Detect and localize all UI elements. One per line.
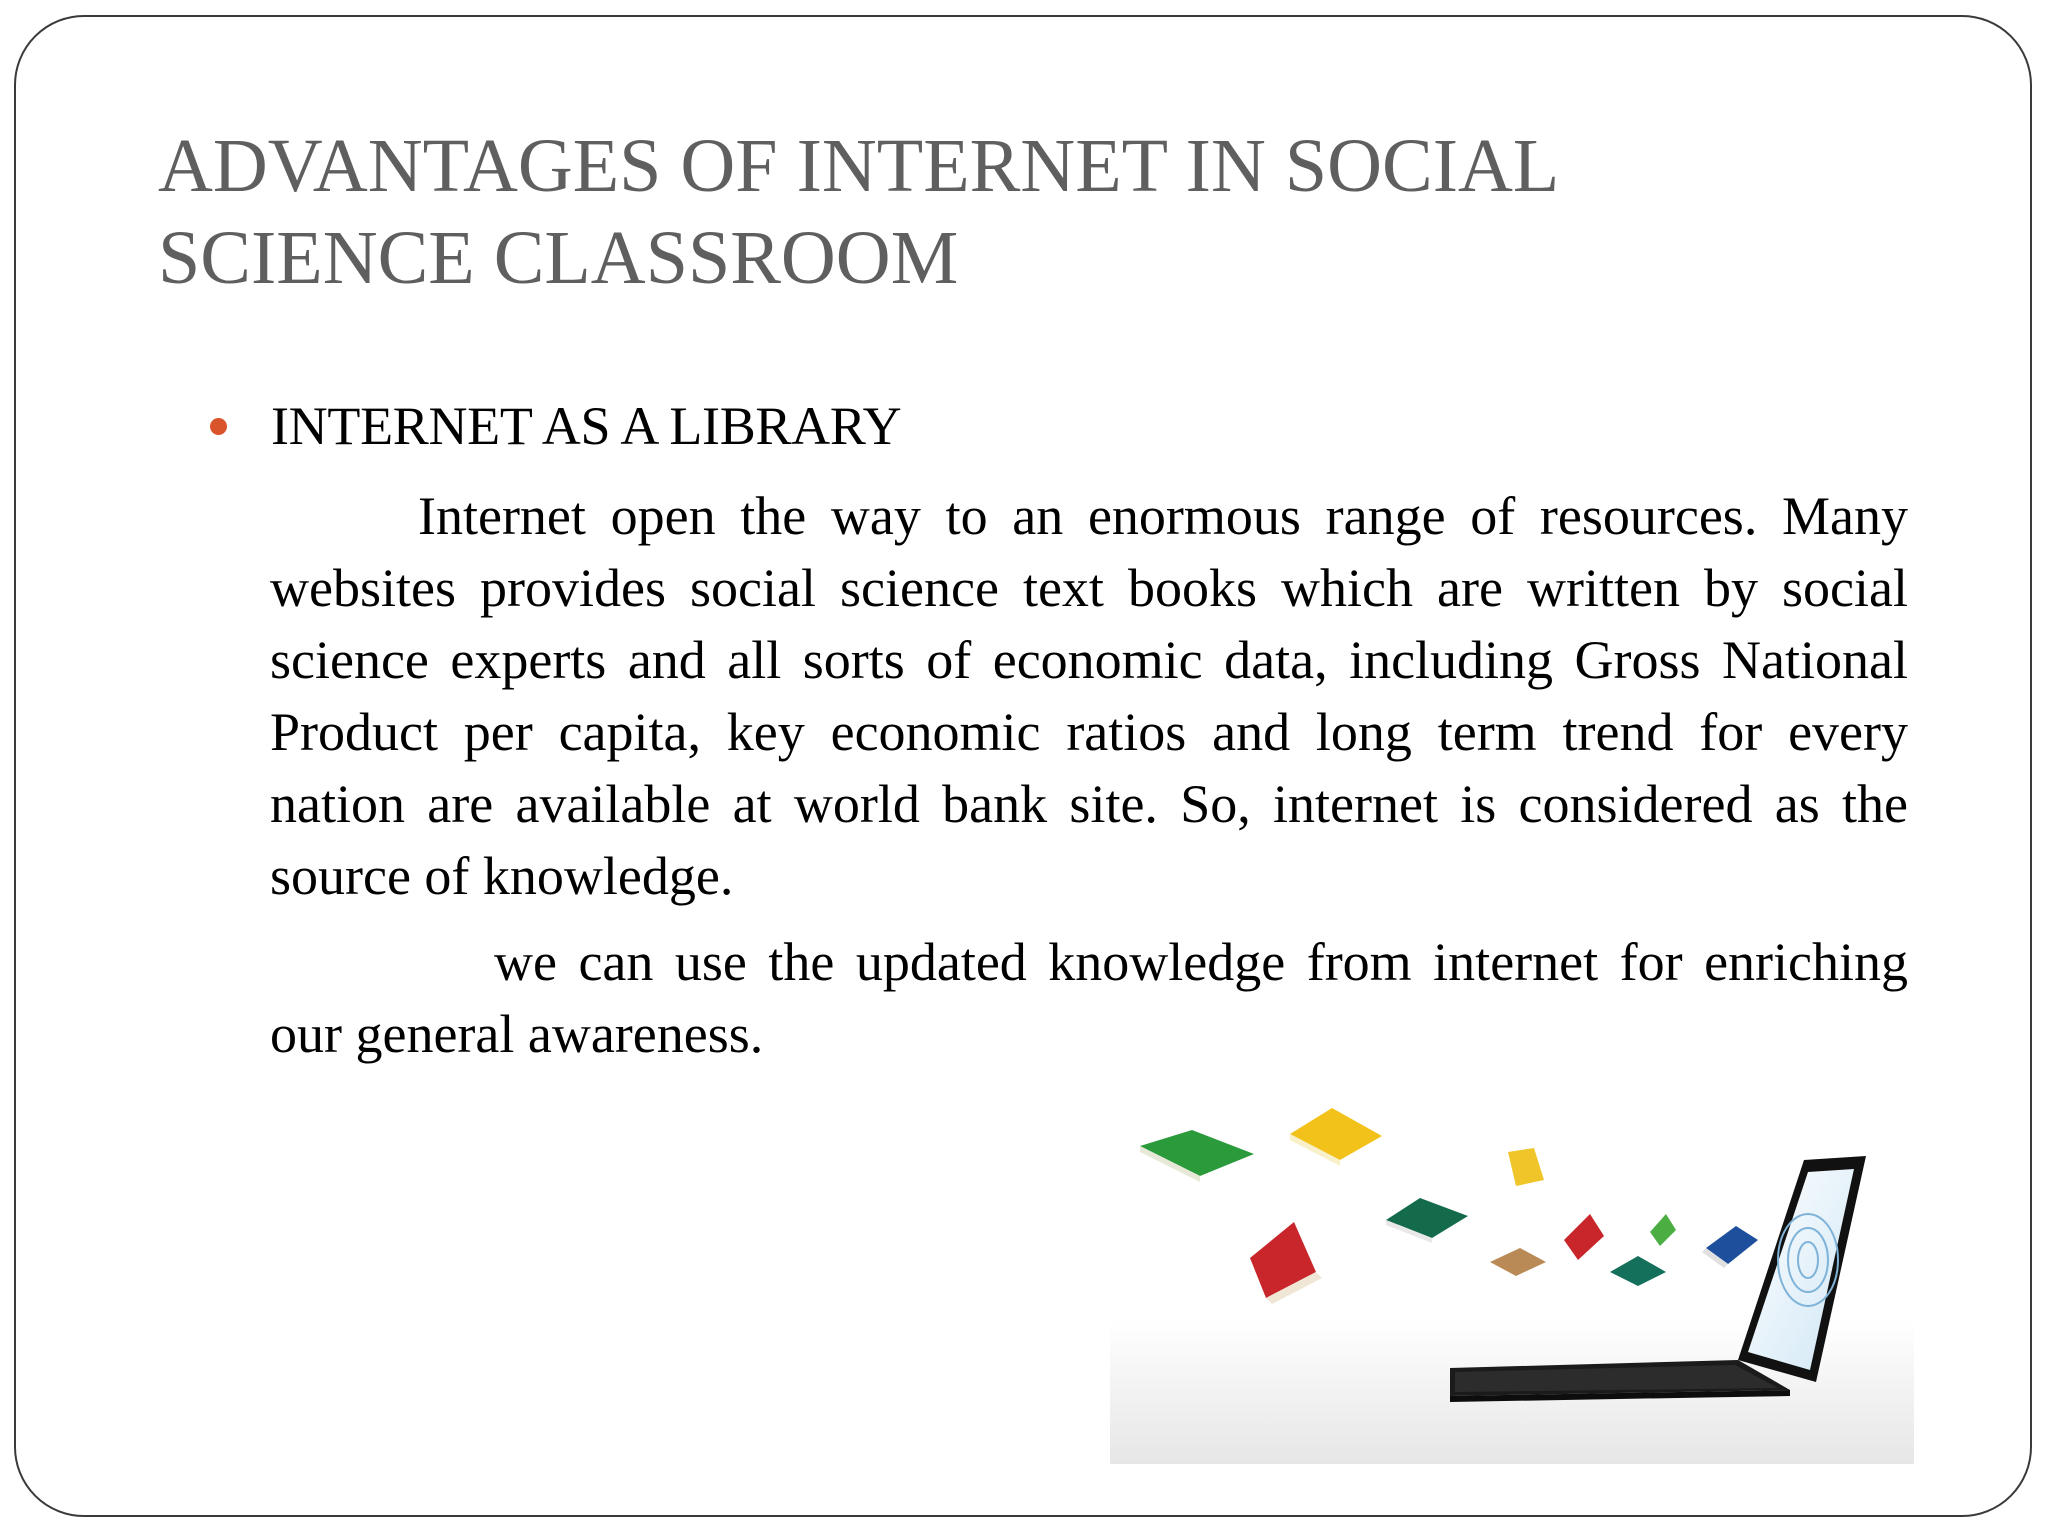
books-flying-into-laptop-icon bbox=[1110, 1090, 1914, 1464]
bullet-heading: INTERNET AS A LIBRARY bbox=[271, 396, 902, 456]
body-paragraph-2: we can use the updated knowledge from internet for enriching our general awareness. bbox=[270, 932, 1908, 1064]
body-paragraph-1: Internet open the way to an enormous range of resources. Many websites provides social science text books which are written by social science experts and all sorts of economic data, including Gross National Product per capita, key economic ratios and long term trend for every nation are available at world bank site. So, internet is considered as the source of knowledge. bbox=[270, 486, 1908, 906]
slide-title-line-1: ADVANTAGES OF INTERNET IN SOCIAL bbox=[158, 124, 1560, 208]
slide-title bbox=[158, 120, 1858, 304]
slide-title-line-2: SCIENCE CLASSROOM bbox=[158, 216, 959, 300]
bullet-item bbox=[210, 395, 901, 457]
bullet-dot-icon bbox=[210, 418, 227, 435]
